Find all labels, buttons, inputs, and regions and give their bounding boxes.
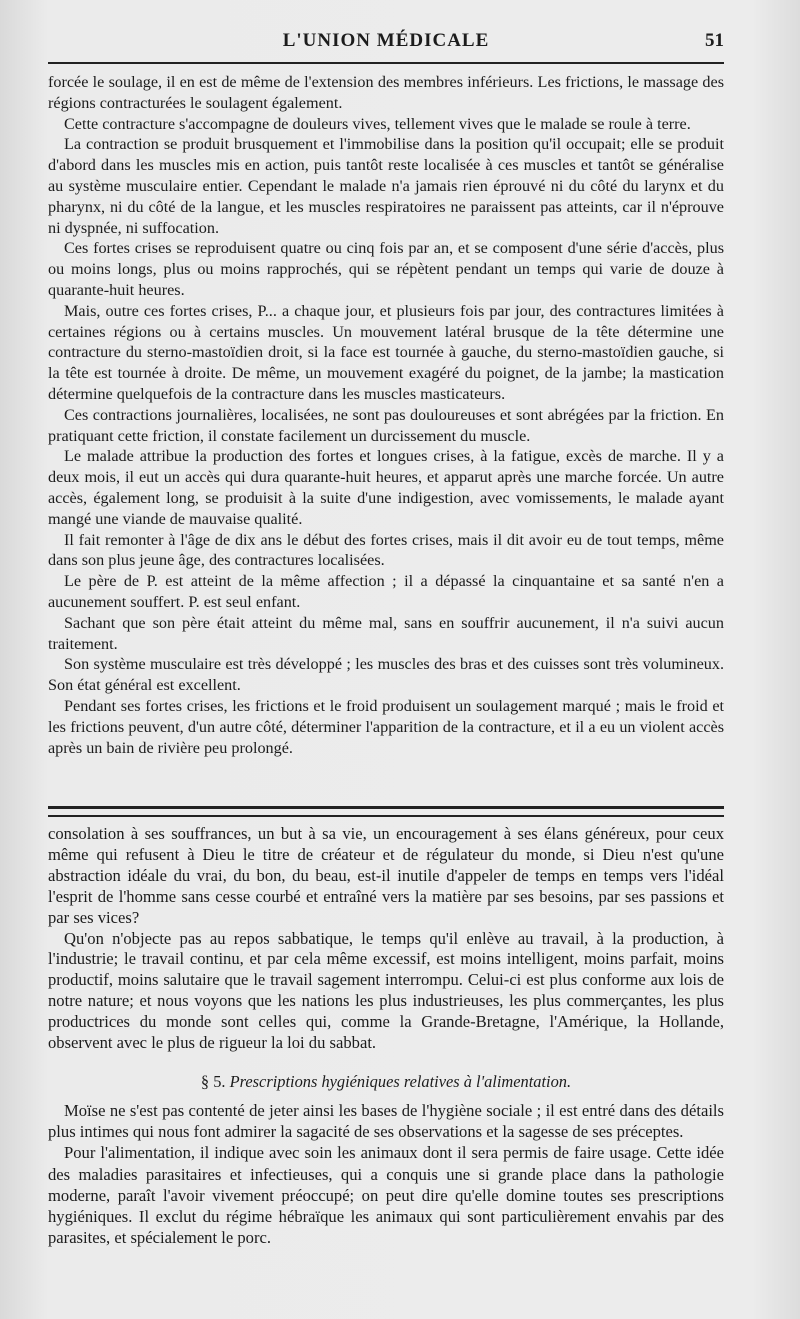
paragraph: Le père de P. est atteint de la même affection ; il a dépassé la cinquantaine et sa santé n'en a aucunement souffert. P. est seul enfant. [48, 572, 724, 611]
paragraph: Pour l'alimentation, il indique avec soin les animaux dont il sera permis de faire usage. Cette idée des maladies parasitaires et infectieuses, qui a conquis une si grande place dans la pathologie moderne, paraît l'avoir vivement préoccupé; on peut dire qu'elle domine toutes ses prescriptions hygiéniques. Il exclut du régime hébraïque les animaux qui sont particulièrement envahis par des parasites, et spécialement le porc. [48, 1143, 724, 1248]
section-divider [48, 806, 724, 817]
journal-title: L'UNION MÉDICALE [282, 30, 490, 51]
paragraph: Ces fortes crises se reproduisent quatre ou cinq fois par an, et se composent d'une série d'accès, plus ou moins longs, plus ou moins rapprochés, qui se répètent pendant un temps qui varie de douze à quarante-huit heures. [48, 239, 724, 299]
paragraph: Pendant ses fortes crises, les frictions et le froid produisent un soulagement marqué ; mais le froid et les frictions peuvent, d'un autre côté, déterminer l'apparition de la contracture, et il a eu un violent accès après un bain de rivière peu prolongé. [48, 696, 724, 757]
paragraph: La contraction se produit brusquement et l'immobilise dans la position qu'il occupait; elle se produit d'abord dans les muscles mis en action, puis tantôt reste localisée à ces muscles et tantôt se généralise au système musculaire entier. Cependant le malade n'a jamais rien éprouvé ni du côté du larynx et du pharynx, ni du côté de la langue, et les muscles respiratoires ne paraissent pas atteints, car il n'éprouve ni dyspnée, ni suffocation. [48, 135, 724, 237]
paragraph: Le malade attribue la production des fortes et longues crises, à la fatigue, excès de marche. Il y a deux mois, il eut un accès qui dura quarante-huit heures, et apparut après une marche forcée. Un autre accès, également long, se produisit à la suite d'une indigestion, avec vomissements, le malade ayant mangé une viande de mauvaise qualité. [48, 447, 724, 528]
page-number: 51 [705, 30, 724, 51]
paragraph: Qu'on n'objecte pas au repos sabbatique, le temps qu'il enlève au travail, à la production, à l'industrie; le travail continu, et par cela même excessif, est moins intelligent, moins parfait, moins productif, moins salutaire que le travail sagement interrompu. Celui-ci est plus conforme aux lois de notre nature; et nous voyons que les nations les plus industrieuses, les plus commerçantes, les plus productrices du monde sont celles qui, comme la Grande-Bretagne, l'Amérique, la Hollande, observent avec le plus de rigueur la loi du sabbat. [48, 928, 724, 1053]
paragraph: Sachant que son père était atteint du même mal, sans en souffrir aucunement, il n'a suivi aucun traitement. [48, 613, 724, 653]
paragraph: Moïse ne s'est pas contenté de jeter ainsi les bases de l'hygiène sociale ; il est entré dans des détails plus intimes qui nous font admirer la sagacité de ses observations et la sagesse de ses préceptes. [48, 1101, 724, 1142]
section-number: § 5. [200, 1072, 226, 1091]
paragraph: Son système musculaire est très développé ; les muscles des bras et des cuisses sont très volumineux. Son état général est excellent. [48, 655, 724, 695]
paragraph: forcée le soulage, il en est de même de l'extension des membres inférieurs. Les frictions, le massage des régions contracturées le soulagent également. [48, 73, 724, 112]
paragraph: Ces contractions journalières, localisées, ne sont pas douloureuses et sont abrégées par la friction. En pratiquant cette friction, il constate facilement un durcissement du muscle. [48, 405, 724, 445]
header-rule [48, 62, 724, 64]
paragraph: Il fait remonter à l'âge de dix ans le début des fortes crises, mais il dit avoir eu de tout temps, même dans son plus jeune âge, des contractures localisées. [48, 530, 724, 570]
paragraph: Cette contracture s'accompagne de douleurs vives, tellement vives que le malade se roule à terre. [64, 114, 691, 133]
running-header [48, 22, 724, 62]
section-title: Prescriptions hygiéniques relatives à l'alimentation. [229, 1072, 572, 1091]
paragraph: Mais, outre ces fortes crises, P... a chaque jour, et plusieurs fois par jour, des contractures limitées à certaines régions ou à certains muscles. Un mouvement latéral brusque de la tête détermine une contracture du sterno-mastoïdien droit, si la face est tournée à gauche, du sterno-mastoïdien gauche, si la tête est tournée à droite. De même, un mouvement exagéré du poignet, de la jambe; la mastication détermine quelquefois de la contracture dans les muscles masticateurs. [48, 301, 724, 403]
section-heading [48, 1072, 724, 1092]
case-report-text [48, 72, 724, 802]
section-body [48, 1100, 724, 1260]
paragraph: consolation à ses souffrances, un but à sa vie, un encouragement à ses élans généreux, pour ceux même qui refusent à Dieu le titre de créateur et de régulateur du monde, si Dieu n'est qu'une abstraction idéale du vrai, du bon, du beau, est-il inutile d'appeler de temps en temps vers l'idéal l'esprit de l'homme sans cesse courbé et entraîné vers la matière par ses besoins, par ses passions et par ses vices? [48, 824, 724, 927]
feuilleton-text [48, 824, 724, 1056]
